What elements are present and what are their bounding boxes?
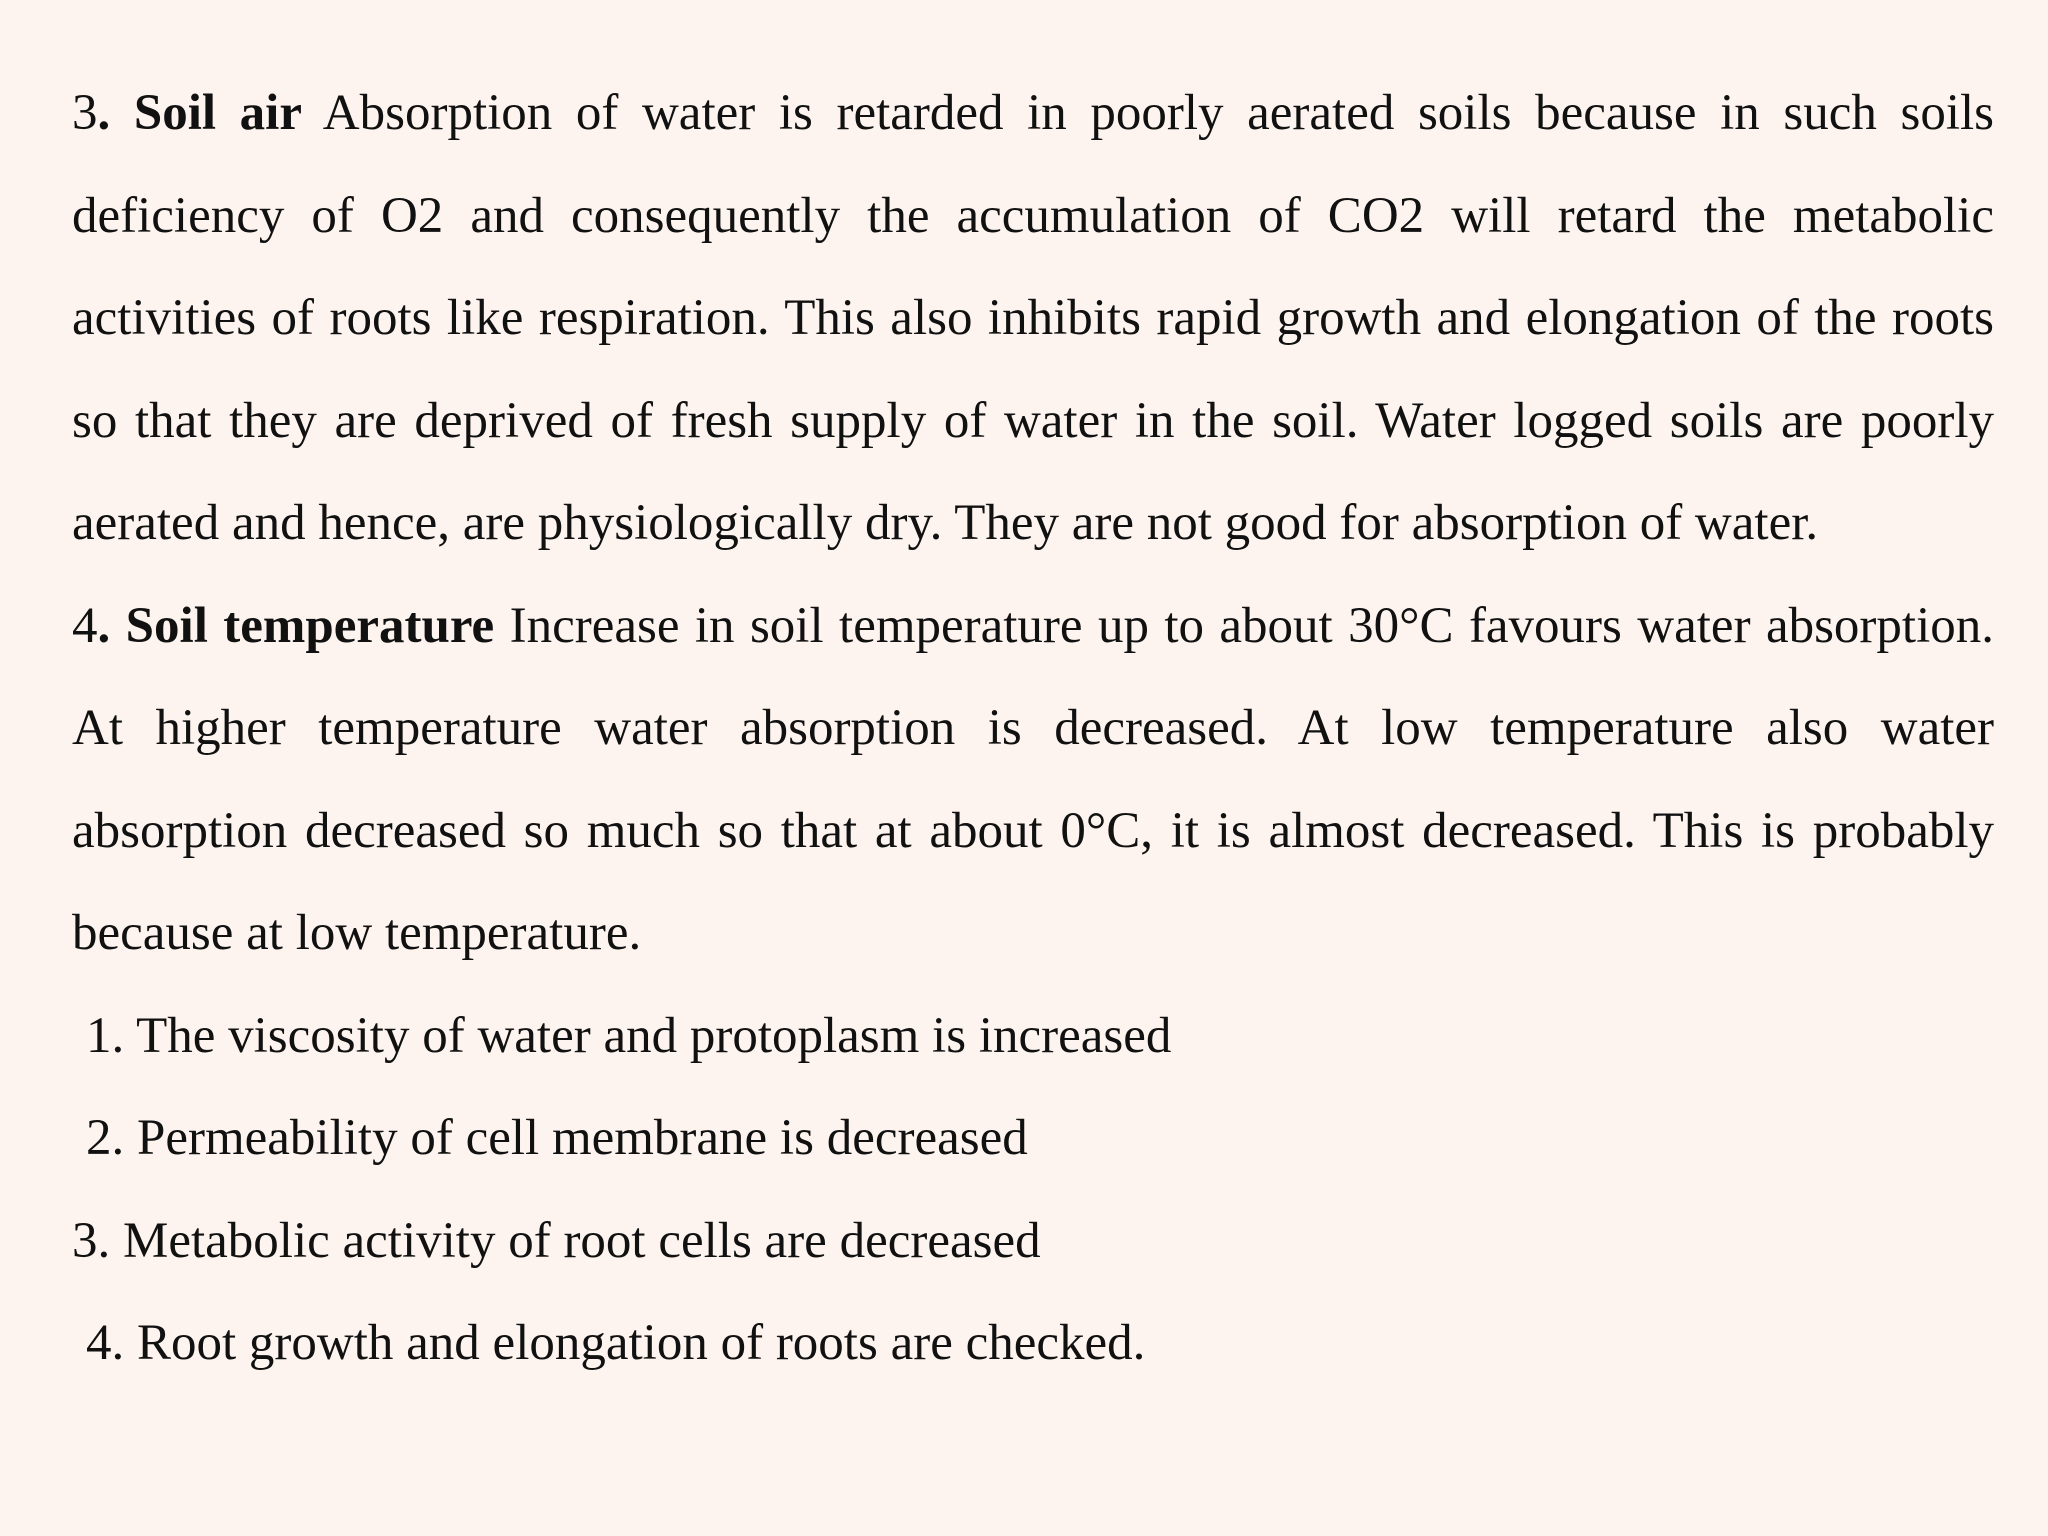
list-item: 4. Root growth and elongation of roots are checked. <box>86 1315 1146 1371</box>
section-heading-soil-air: Soil air <box>133 85 302 141</box>
section-number-digit: 3 <box>72 85 98 141</box>
section-number <box>72 598 110 654</box>
section-text-soil-air: Absorption of water is retarded in poorly aerated soils because in such soils deficiency of O2 and consequently the accumulation of CO2 will retard the metabolic activities of roots like respiration. This also inhibits rapid growth and elongation of the roots so that they are deprived of fresh supply of water in the soil. Water logged soils are poorly aerated and hence, are physiologically dry. They are not good for absorption of water. <box>72 85 1995 551</box>
paragraph-soil-temperature <box>72 575 1994 985</box>
document-body <box>72 62 1994 1395</box>
section-number <box>72 85 110 141</box>
section-number-dot: . <box>97 597 111 654</box>
reasons-list <box>72 985 1994 1395</box>
section-text-soil-temperature: Increase in soil temperature up to about 30°C favours water absorption. At higher temperature water absorption is decreased. At low temperature also water absorption decreased so much so that at about 0°C, it is almost decreased. This is probably because at low temperature. <box>72 597 1995 961</box>
section-heading-soil-temperature: Soil temperature <box>125 597 495 654</box>
list-item: 3. Metabolic activity of root cells are decreased <box>72 1212 1041 1269</box>
section-number-dot: . <box>97 85 111 141</box>
list-item: 2. Permeability of cell membrane is decreased <box>86 1110 1028 1166</box>
list-item: 1. The viscosity of water and protoplasm is increased <box>86 1007 1172 1064</box>
paragraph-soil-air <box>72 62 1994 575</box>
section-number-digit: 4 <box>72 597 98 654</box>
